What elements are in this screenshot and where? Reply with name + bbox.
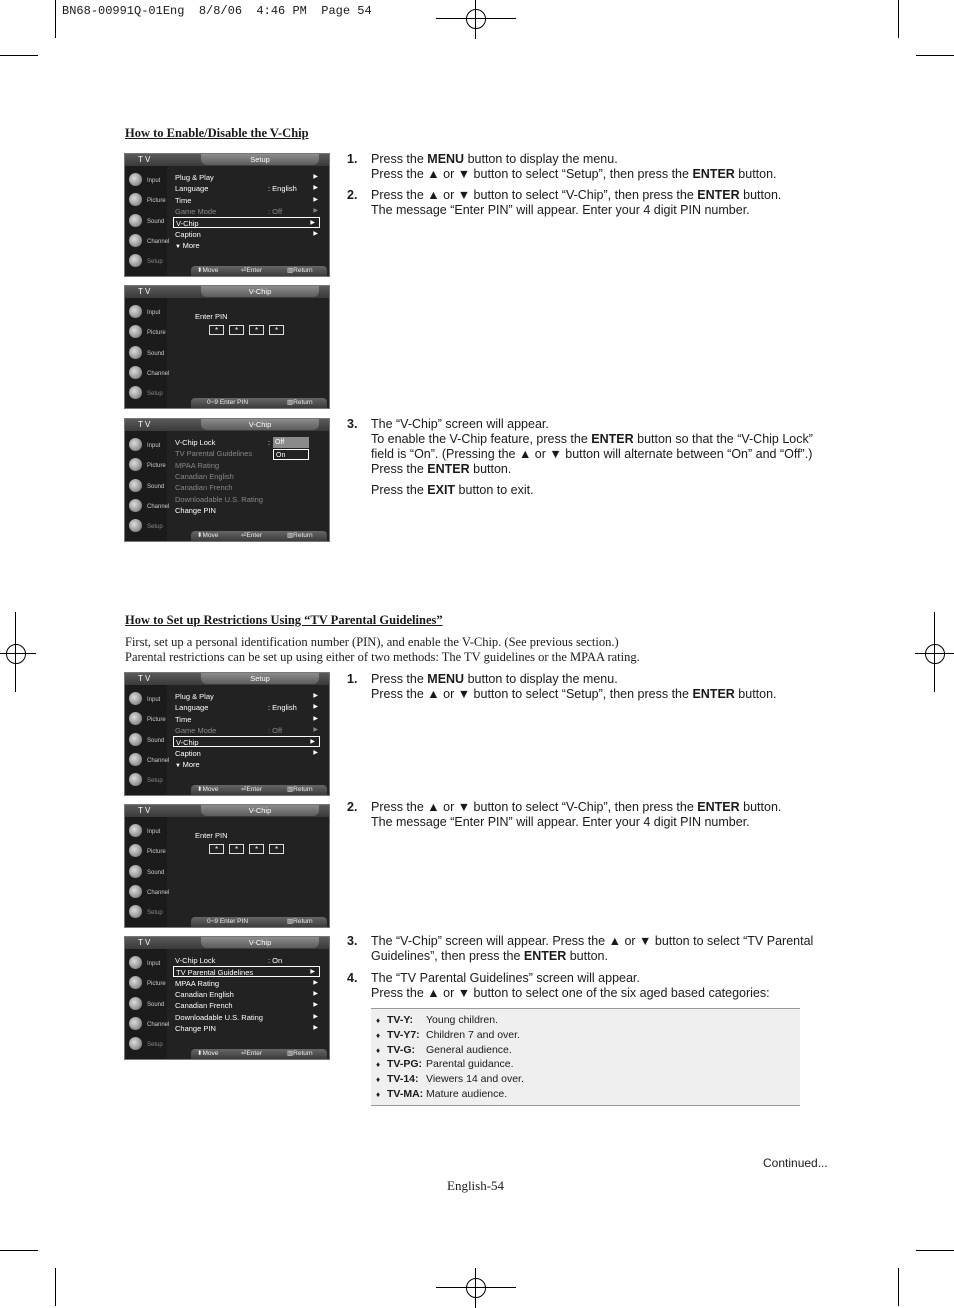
menu-item-selected: V-Chip ▶ bbox=[173, 217, 320, 228]
rating-item: ♦ TV-G: General audience. bbox=[376, 1044, 512, 1056]
nav-bar: ⬍ Move ⏎ Enter ▥ Return bbox=[191, 785, 327, 795]
channel-icon bbox=[129, 499, 142, 512]
nav-bar: 0~9 Enter PIN ▥ Return bbox=[191, 398, 327, 408]
crop-mark bbox=[0, 1250, 38, 1251]
sound-icon bbox=[129, 997, 142, 1010]
screen-tab: Setup bbox=[201, 154, 319, 165]
menu-item: Game Mode : Off ▶ bbox=[175, 207, 318, 216]
screen-tab: V-Chip bbox=[201, 286, 319, 297]
menu-item: TV Parental Guidelines bbox=[175, 449, 253, 458]
step-text: The “V-Chip” screen will appear. To enable the V-Chip feature, press the ENTER button so that the “V-Chip Lock” field is “On”. (Pressing the ▲ or ▼ button will alternate between “On” and “Off”.) Press the ENTER button. Press the EXIT button to exit. bbox=[371, 417, 813, 497]
step-number: 3. bbox=[347, 417, 358, 431]
menu-item: ▼ More bbox=[175, 241, 200, 250]
step-number: 2. bbox=[347, 800, 358, 814]
option-off: Off bbox=[273, 437, 309, 448]
channel-icon bbox=[129, 1017, 142, 1030]
step-number: 2. bbox=[347, 188, 358, 202]
crop-mark bbox=[898, 0, 899, 38]
step-text: Press the ▲ or ▼ button to select “V-Chip”, then press the ENTER button. The message “Enter PIN” will appear. Enter your 4 digit PIN number. bbox=[371, 800, 782, 829]
sound-icon bbox=[129, 346, 142, 359]
menu-item: Game Mode : Off ▶ bbox=[175, 726, 318, 735]
rating-item: ♦ TV-Y7: Children 7 and over. bbox=[376, 1029, 520, 1041]
menu-item: Language : English ▶ bbox=[175, 703, 318, 712]
registration-mark bbox=[456, 0, 496, 39]
input-icon bbox=[129, 305, 142, 318]
side-menu: Input Picture Sound Channel Setup bbox=[125, 431, 167, 541]
tv-label: T V bbox=[138, 287, 151, 296]
crop-mark bbox=[15, 612, 16, 692]
option-on: On bbox=[273, 449, 309, 460]
setup-icon bbox=[129, 773, 142, 786]
menu-item: Canadian French ▶ bbox=[175, 1001, 318, 1010]
menu-item: Change PIN bbox=[175, 506, 216, 515]
setup-icon bbox=[129, 254, 142, 267]
rating-item: ♦ TV-MA: Mature audience. bbox=[376, 1088, 508, 1100]
channel-icon bbox=[129, 753, 142, 766]
registration-mark bbox=[0, 634, 36, 674]
enter-pin-label: Enter PIN bbox=[195, 831, 228, 840]
tv-label: T V bbox=[138, 674, 151, 683]
setup-icon bbox=[129, 905, 142, 918]
menu-item: Time ▶ bbox=[175, 196, 318, 205]
rating-item: ♦ TV-Y: Young children. bbox=[376, 1014, 499, 1026]
channel-icon bbox=[129, 366, 142, 379]
step-number: 3. bbox=[347, 934, 358, 948]
crop-mark bbox=[898, 1268, 899, 1306]
menu-item: Downloadable U.S. Rating bbox=[175, 495, 263, 504]
menu-item: Change PIN ▶ bbox=[175, 1024, 318, 1033]
picture-icon bbox=[129, 458, 142, 471]
input-icon bbox=[129, 956, 142, 969]
menu-item: V-Chip Lock : bbox=[175, 438, 271, 447]
side-menu: Input Picture Sound Channel Setup bbox=[125, 166, 167, 276]
crop-mark bbox=[916, 55, 954, 56]
side-menu: Input Picture Sound Channel Setup bbox=[125, 685, 167, 795]
ratings-box bbox=[371, 1008, 800, 1106]
page-footer: English-54 bbox=[447, 1178, 505, 1193]
menu-item: Language : English ▶ bbox=[175, 184, 318, 193]
nav-bar: ⬍ Move ⏎ Enter ▥ Return bbox=[191, 266, 327, 276]
crop-mark bbox=[916, 1250, 954, 1251]
continued-label: Continued... bbox=[763, 1156, 828, 1170]
rating-item: ♦ TV-PG: Parental guidance. bbox=[376, 1058, 514, 1070]
step-number: 4. bbox=[347, 971, 358, 985]
crop-mark bbox=[55, 0, 56, 38]
vchip-screen bbox=[124, 418, 330, 542]
picture-icon bbox=[129, 844, 142, 857]
menu-item: ▼ More bbox=[175, 760, 200, 769]
screen-tab: V-Chip bbox=[201, 419, 319, 430]
input-icon bbox=[129, 173, 142, 186]
pin-screen bbox=[124, 804, 330, 928]
pin-digit: * bbox=[249, 844, 264, 854]
channel-icon bbox=[129, 234, 142, 247]
step-text: Press the MENU button to display the menu. Press the ▲ or ▼ button to select “Setup”, then press the ENTER button. bbox=[371, 152, 777, 181]
nav-bar: ⬍ Move ⏎ Enter ▥ Return bbox=[191, 531, 327, 541]
picture-icon bbox=[129, 976, 142, 989]
crop-mark bbox=[55, 1268, 56, 1306]
input-icon bbox=[129, 438, 142, 451]
sound-icon bbox=[129, 865, 142, 878]
setup-icon bbox=[129, 1037, 142, 1050]
setup-screen bbox=[124, 153, 330, 277]
pin-digit: * bbox=[209, 325, 224, 335]
pin-digit: * bbox=[229, 844, 244, 854]
tv-label: T V bbox=[138, 806, 151, 815]
menu-item: V-Chip Lock : On bbox=[175, 956, 283, 965]
registration-mark bbox=[456, 1268, 496, 1308]
vchip-screen bbox=[124, 936, 330, 1060]
setup-icon bbox=[129, 386, 142, 399]
tv-label: T V bbox=[138, 420, 151, 429]
screen-tab: V-Chip bbox=[201, 937, 319, 948]
nav-bar: ⬍ Move ⏎ Enter ▥ Return bbox=[191, 1049, 327, 1059]
pin-digit: * bbox=[269, 325, 284, 335]
tv-label: T V bbox=[138, 938, 151, 947]
input-icon bbox=[129, 692, 142, 705]
crop-mark bbox=[436, 1287, 516, 1288]
pin-screen bbox=[124, 285, 330, 409]
pin-digit: * bbox=[269, 844, 284, 854]
menu-item: Downloadable U.S. Rating ▶ bbox=[175, 1013, 318, 1022]
nav-bar: 0~9 Enter PIN ▥ Return bbox=[191, 917, 327, 927]
crop-mark bbox=[0, 55, 38, 56]
crop-mark bbox=[436, 18, 516, 19]
tv-label: T V bbox=[138, 155, 151, 164]
intro-text: First, set up a personal identification number (PIN), and enable the V-Chip. (See previous section.) bbox=[125, 635, 619, 649]
step-text: Press the ▲ or ▼ button to select “V-Chip”, then press the ENTER button. The message “Enter PIN” will appear. Enter your 4 digit PIN number. bbox=[371, 188, 782, 217]
setup-screen bbox=[124, 672, 330, 796]
screen-tab: Setup bbox=[201, 673, 319, 684]
menu-item: Time ▶ bbox=[175, 715, 318, 724]
menu-item: MPAA Rating ▶ bbox=[175, 979, 318, 988]
sound-icon bbox=[129, 214, 142, 227]
step-text: Press the MENU button to display the menu. Press the ▲ or ▼ button to select “Setup”, then press the ENTER button. bbox=[371, 672, 777, 701]
channel-icon bbox=[129, 885, 142, 898]
pin-digit: * bbox=[229, 325, 244, 335]
print-header: BN68-00991Q-01Eng 8/8/06 4:46 PM Page 54 bbox=[62, 4, 372, 18]
intro-text: Parental restrictions can be set up using either of two methods: The TV guidelines or the MPAA rating. bbox=[125, 650, 640, 664]
setup-icon bbox=[129, 519, 142, 532]
section-title: How to Enable/Disable the V-Chip bbox=[125, 126, 309, 140]
section-title: How to Set up Restrictions Using “TV Parental Guidelines” bbox=[125, 613, 443, 627]
input-icon bbox=[129, 824, 142, 837]
picture-icon bbox=[129, 712, 142, 725]
step-text: The “TV Parental Guidelines” screen will appear. Press the ▲ or ▼ button to select one of the six aged based categories: bbox=[371, 971, 770, 1000]
menu-item: Plug & Play ▶ bbox=[175, 692, 318, 701]
crop-mark bbox=[934, 612, 935, 692]
menu-item: Plug & Play ▶ bbox=[175, 173, 318, 182]
sound-icon bbox=[129, 479, 142, 492]
menu-item: Caption ▶ bbox=[175, 230, 318, 239]
menu-item-selected: V-Chip ▶ bbox=[173, 736, 320, 747]
menu-item: Canadian French bbox=[175, 483, 233, 492]
menu-item: Canadian English ▶ bbox=[175, 990, 318, 999]
step-number: 1. bbox=[347, 152, 358, 166]
screen-tab: V-Chip bbox=[201, 805, 319, 816]
picture-icon bbox=[129, 325, 142, 338]
enter-pin-label: Enter PIN bbox=[195, 312, 228, 321]
side-menu: Input Picture Sound Channel Setup bbox=[125, 949, 167, 1059]
menu-item: MPAA Rating bbox=[175, 461, 220, 470]
step-text: The “V-Chip” screen will appear. Press the ▲ or ▼ button to select “TV Parental Guidelines”, then press the ENTER button. bbox=[371, 934, 814, 963]
menu-item: Caption ▶ bbox=[175, 749, 318, 758]
side-menu: Input Picture Sound Channel Setup bbox=[125, 817, 167, 927]
pin-digit: * bbox=[249, 325, 264, 335]
rating-item: ♦ TV-14: Viewers 14 and over. bbox=[376, 1073, 524, 1085]
step-number: 1. bbox=[347, 672, 358, 686]
sound-icon bbox=[129, 733, 142, 746]
menu-item: Canadian English bbox=[175, 472, 234, 481]
pin-digit: * bbox=[209, 844, 224, 854]
picture-icon bbox=[129, 193, 142, 206]
side-menu: Input Picture Sound Channel Setup bbox=[125, 298, 167, 408]
menu-item-selected: TV Parental Guidelines ▶ bbox=[173, 966, 320, 977]
